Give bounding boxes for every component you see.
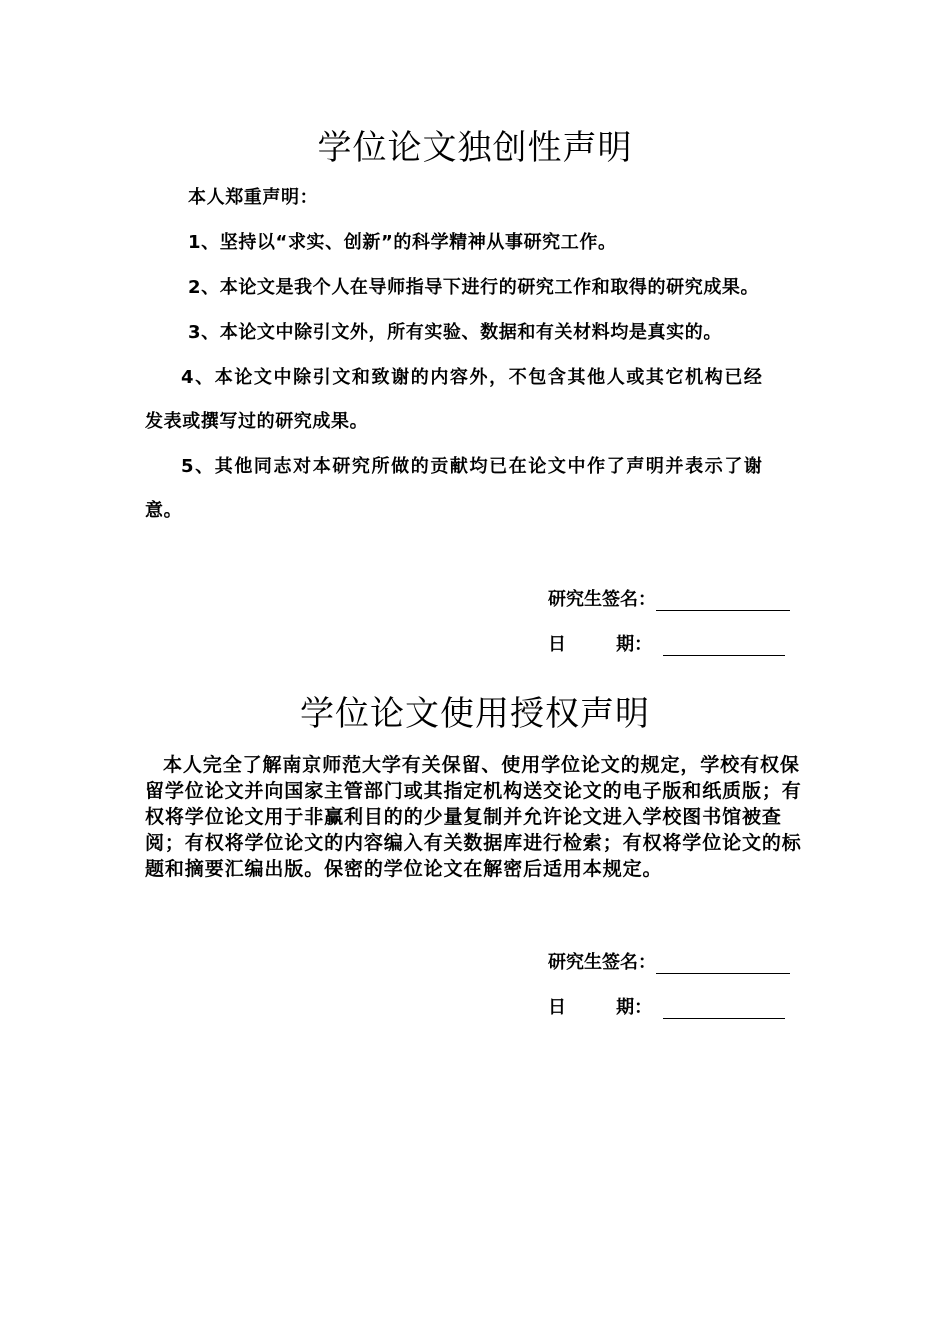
declaration-date-label: 日 期： <box>548 634 653 655</box>
declaration-item-4-line-1: 4、本论文中除引文和致谢的内容外，不包含其他人或其它机构已经 <box>181 367 764 388</box>
authorization-date-field[interactable] <box>663 1000 785 1019</box>
declaration-item-5-line-1: 5、其他同志对本研究所做的贡献均已在论文中作了声明并表示了谢 <box>181 456 764 477</box>
declaration-signature-row <box>548 585 790 609</box>
authorization-signature-row <box>548 948 790 972</box>
declaration-item-5-line-2: 意。 <box>145 500 183 521</box>
declaration-item-3: 3、本论文中除引文外，所有实验、数据和有关材料均是真实的。 <box>188 322 722 343</box>
declaration-signature-field[interactable] <box>656 592 790 611</box>
declaration-signature-label: 研究生签名： <box>548 589 656 610</box>
authorization-date-row <box>548 993 785 1017</box>
authorization-title: 学位论文使用授权声明 <box>300 694 650 734</box>
authorization-signature-label: 研究生签名： <box>548 952 656 973</box>
declaration-item-4-line-2: 发表或撰写过的研究成果。 <box>145 411 369 432</box>
authorization-date-label: 日 期： <box>548 997 653 1018</box>
declaration-intro: 本人郑重声明： <box>188 187 319 208</box>
declaration-date-row <box>548 630 785 654</box>
declaration-title: 学位论文独创性声明 <box>317 128 633 168</box>
declaration-item-2: 2、本论文是我个人在导师指导下进行的研究工作和取得的研究成果。 <box>188 277 760 298</box>
declaration-date-field[interactable] <box>663 637 785 656</box>
authorization-body: 本人完全了解南京师范大学有关保留、使用学位论文的规定，学校有权保留学位论文并向国家主管部门或其指定机构送交论文的电子版和纸质版；有权将学位论文用于非赢利目的的少量复制并允许论文进入学校图书馆被查阅；有权将学位论文的内容编入有关数据库进行检索；有权将学位论文的标题和摘要汇编出版。保密的学位论文在解密后适用本规定。 <box>145 754 802 880</box>
declaration-item-1: 1、坚持以“求实、创新”的科学精神从事研究工作。 <box>188 232 617 253</box>
authorization-signature-field[interactable] <box>656 955 790 974</box>
